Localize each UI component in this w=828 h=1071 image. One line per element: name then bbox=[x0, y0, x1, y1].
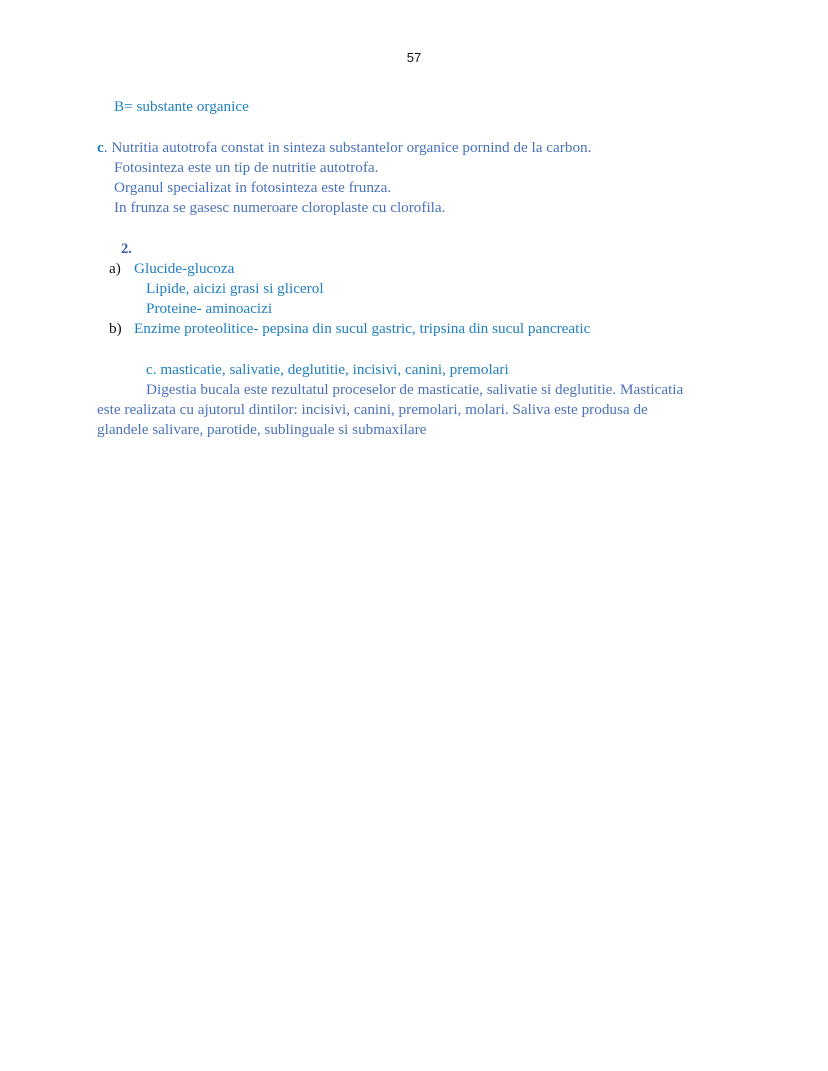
item-a-line: Lipide, aicizi grasi si glicerol bbox=[146, 280, 324, 297]
item-b-text: Enzime proteolitice- pepsina din sucul gastric, tripsina din sucul pancreatic bbox=[134, 320, 591, 337]
answer-b-substances: B= substante organice bbox=[114, 98, 249, 115]
section-c-line: In frunza se gasesc numeroare cloroplaste cu clorofila. bbox=[114, 199, 446, 216]
section-c-marker: c bbox=[97, 139, 104, 156]
item-c-paragraph-line: Digestia bucala este rezultatul proceselor de masticatie, salivatie si deglutitie. Masticatia bbox=[146, 381, 684, 398]
section-c-first-line bbox=[97, 138, 591, 158]
item-a-line: Glucide-glucoza bbox=[134, 260, 235, 277]
page-number: 57 bbox=[406, 50, 422, 65]
section-c-line: Organul specializat in fotosinteza este frunza. bbox=[114, 179, 392, 196]
section-c-line: Fotosinteza este un tip de nutritie autotrofa. bbox=[114, 159, 379, 176]
item-a-line: Proteine- aminoacizi bbox=[146, 300, 273, 317]
item-c-heading: c. masticatie, salivatie, deglutitie, incisivi, canini, premolari bbox=[146, 361, 509, 378]
section-c-line: . Nutritia autotrofa constat in sinteza substantelor organice pornind de la carbon. bbox=[103, 139, 592, 156]
item-a-label: a) bbox=[109, 260, 121, 277]
item-b-label: b) bbox=[109, 320, 122, 337]
item-c-paragraph-line: este realizata cu ajutorul dintilor: incisivi, canini, premolari, molari. Saliva este produsa de bbox=[97, 401, 648, 418]
question-number: 2. bbox=[121, 241, 132, 257]
item-c-paragraph-line: glandele salivare, parotide, sublinguale si submaxilare bbox=[97, 421, 427, 438]
